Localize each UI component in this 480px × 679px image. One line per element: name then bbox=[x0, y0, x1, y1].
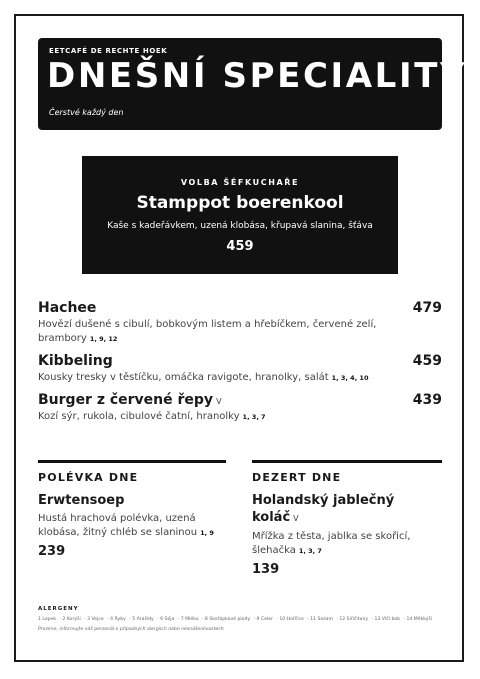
menu-item-description-text: Kozí sýr, rukola, cibulové čatní, hranolky bbox=[38, 411, 240, 422]
dessert-name: Holandský jablečný koláč bbox=[252, 493, 395, 525]
restaurant-name: EETCAFÉ DE RECHTE HOEK bbox=[49, 47, 168, 55]
menu-item-allergens: 1, 9, 12 bbox=[89, 335, 118, 343]
soup-name: Erwtensoep bbox=[38, 493, 125, 508]
menu-item-description bbox=[38, 318, 442, 346]
chef-pick-price: 459 bbox=[226, 239, 254, 254]
menu-item-description bbox=[38, 371, 442, 385]
vegetarian-tag: V bbox=[216, 397, 222, 406]
menu-item-allergens: 1, 3, 7 bbox=[242, 413, 266, 421]
allergen-entry: 7 Mléko bbox=[180, 617, 199, 622]
chef-pick-name: Stamppot boerenkool bbox=[136, 193, 344, 213]
dessert-name-wrap bbox=[252, 492, 442, 527]
menu-item-allergens: 1, 3, 4, 10 bbox=[331, 374, 369, 382]
menu-item-description bbox=[38, 410, 442, 424]
menu-item bbox=[38, 392, 442, 424]
menu-item-name: Kibbeling bbox=[38, 353, 113, 369]
menu-item-description-text: Hovězí dušené s cibulí, bobkovým listem a hřebíčkem, červené zelí, brambory bbox=[38, 319, 377, 344]
allergen-entry: 3 Vejce bbox=[87, 617, 104, 622]
allergen-entry: 2 Korýši bbox=[62, 617, 81, 622]
dessert-price: 139 bbox=[252, 562, 280, 577]
soup-section bbox=[38, 460, 226, 559]
chef-pick-description: Kaše s kadeřávkem, uzená klobása, křupavá slanina, šťáva bbox=[107, 221, 373, 231]
allergen-legend bbox=[38, 606, 442, 632]
page-title: DNEŠNÍ SPECIALITY bbox=[47, 56, 468, 96]
allergen-entry: 8 Skořápkové plody bbox=[204, 617, 251, 622]
menu-item-name: Burger z červené řepy bbox=[38, 392, 214, 408]
allergen-entry: 6 Sója bbox=[160, 617, 175, 622]
dessert-description-text: Mřížka z těsta, jablka se skořicí, šlehačka bbox=[252, 531, 411, 556]
menu-item-description-text: Kousky tresky v těstíčku, omáčka ravigote, hranolky, salát bbox=[38, 372, 329, 383]
section-divider bbox=[252, 460, 442, 463]
allergen-list: 1 Lepek · 2 Korýši · 3 Vejce · 4 Ryby · 5 Arašídy · 6 Sója · 7 Mléko · 8 Skořápkové plody · 9 Celer · 10 Hořčice · 11 Sezam · 12 Siřičitany · 13 Vlčí bob · 14 Měkkýši bbox=[38, 617, 433, 622]
menu-item bbox=[38, 353, 442, 385]
chef-pick-box bbox=[82, 156, 398, 274]
allergen-entry: 14 Měkkýši bbox=[406, 617, 433, 622]
dessert-description bbox=[252, 530, 442, 558]
menu-item bbox=[38, 300, 442, 346]
soup-description bbox=[38, 512, 226, 540]
menu-items bbox=[38, 300, 442, 431]
allergen-entry: 10 Hořčice bbox=[279, 617, 304, 622]
soup-description-text: Hustá hrachová polévka, uzená klobása, žitný chléb se slaninou bbox=[38, 513, 198, 538]
allergen-entry: 9 Celer bbox=[256, 617, 273, 622]
menu-item-price: 459 bbox=[412, 353, 442, 369]
allergen-note: Prosíme, informujte náš personál o případných alergiích nebo nesnášenlivostech bbox=[38, 627, 224, 632]
allergen-entry: 5 Arašídy bbox=[132, 617, 154, 622]
allergen-entry: 12 Siřičitany bbox=[339, 617, 369, 622]
dessert-section bbox=[252, 460, 442, 577]
menu-item-price: 439 bbox=[412, 392, 442, 408]
allergen-title: ALERGENY bbox=[38, 606, 79, 612]
chef-pick-label: VOLBA ŠÉFKUCHAŘE bbox=[180, 178, 300, 187]
allergen-entry: 1 Lepek bbox=[38, 617, 57, 622]
menu-item-price: 479 bbox=[412, 300, 442, 316]
menu-header bbox=[38, 38, 468, 130]
vegetarian-tag: V bbox=[293, 514, 299, 523]
dessert-allergens: 1, 3, 7 bbox=[298, 547, 322, 555]
menu-item-name-wrap bbox=[38, 392, 222, 408]
allergen-entry: 13 Vlčí bob bbox=[374, 617, 401, 622]
soup-allergens: 1, 9 bbox=[200, 529, 214, 537]
allergen-entry: 11 Sezam bbox=[310, 617, 333, 622]
soup-heading: POLÉVKA DNE bbox=[38, 471, 139, 484]
allergen-entry: 4 Ryby bbox=[110, 617, 126, 622]
menu-item-name: Hachee bbox=[38, 300, 97, 316]
soup-price: 239 bbox=[38, 544, 66, 559]
dessert-heading: DEZERT DNE bbox=[252, 471, 342, 484]
section-divider bbox=[38, 460, 226, 463]
header-subtitle: Čerstvé každý den bbox=[49, 108, 124, 117]
